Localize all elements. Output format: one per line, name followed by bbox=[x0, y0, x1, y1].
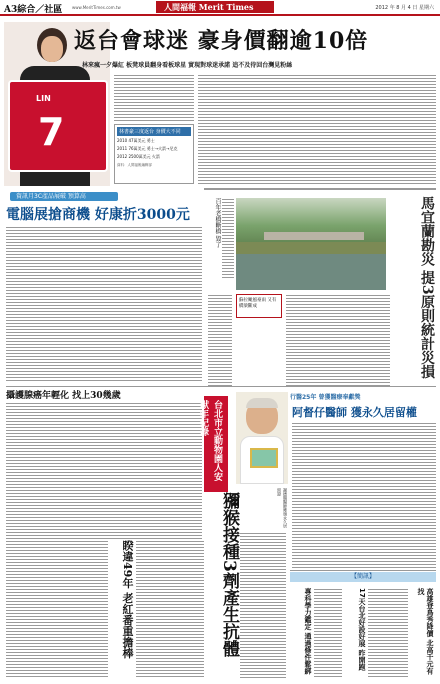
brief-headline-1: 專科學力鑑定 通過條件鬆綁 bbox=[304, 588, 312, 675]
cancer-headline: 攝護腺癌年輕化 找上30幾歲 bbox=[6, 391, 121, 401]
column-divider bbox=[290, 570, 436, 571]
section-label: A3綜合／社區 bbox=[4, 5, 63, 15]
brief-body-1 bbox=[314, 588, 342, 678]
sports-headline: 睽違49年 老紅番重擔棒 bbox=[121, 540, 134, 659]
bridge-icon bbox=[264, 232, 364, 240]
certificate-icon bbox=[250, 448, 278, 468]
brief-headline-2: 17天台北好設好展 昨開跑 bbox=[358, 588, 366, 671]
doctor-caption: 謝德順醫師獲頒永久居留證 bbox=[277, 488, 288, 528]
promo-headline: 電腦展搶商機 好康折3000元 bbox=[6, 207, 190, 223]
flood-caption: 蘇拉颱風豪雨 又有橋梁斷成 bbox=[236, 294, 282, 318]
flood-body-text-2 bbox=[286, 294, 390, 386]
lead-body-text-2 bbox=[198, 74, 436, 184]
jersey-name: LIN bbox=[36, 94, 51, 103]
doctor-body-text bbox=[292, 422, 436, 568]
flood-photo bbox=[236, 198, 386, 290]
flood-body-text bbox=[222, 198, 234, 278]
promo-tag: 資訊月3C產品展破 預算高 bbox=[10, 192, 118, 201]
monkey-redbox: 台北市立動物園人安獸年紀錄 bbox=[204, 396, 228, 492]
jersey-number: 7 bbox=[38, 110, 65, 154]
info-row: 2010 47萬美元 勇士 bbox=[117, 138, 155, 143]
brief-body-2 bbox=[368, 588, 408, 678]
monkey-headline: 獼猴接種3劑產生抗體 bbox=[219, 492, 239, 657]
info-row: 2012 2500萬美元 火箭 bbox=[117, 154, 160, 159]
column-divider bbox=[6, 538, 202, 539]
brief-headline-3: 高雄登鳥秀降價 北高千元有找 bbox=[417, 588, 434, 675]
issue-date: 2012 年 8 月 4 日 星期六 bbox=[375, 5, 434, 11]
monkey-body-text bbox=[136, 540, 204, 678]
monkey-body-text-2 bbox=[240, 532, 286, 678]
flood-right-headline: 馬宜蘭勘災 提3原則統計災損 bbox=[419, 196, 435, 379]
lead-subheadline: 林來瘋一夕爆紅 板凳球員翻身看板球星 實現對球迷承諾 追不及待回台灣見粉絲 bbox=[82, 62, 293, 69]
info-box-title: 林書豪三度返台 身價大不同 bbox=[117, 127, 191, 136]
lead-body-text bbox=[114, 74, 194, 122]
doctor-photo bbox=[236, 392, 288, 484]
newspaper-logo: 人間福報 Merit Times bbox=[156, 1, 274, 13]
info-source: 資料：人間福報編輯部 bbox=[117, 163, 152, 167]
page-header bbox=[0, 0, 440, 16]
salary-info-box bbox=[114, 124, 194, 184]
lead-headline: 返台會球迷 豪身價翻逾10倍 bbox=[74, 28, 369, 54]
info-row: 2011 76萬美元 勇士→火箭→尼克 bbox=[117, 146, 178, 151]
brief-tag: 【簡訊】 bbox=[290, 572, 436, 582]
site-url: www.MeritTimes.com.tw bbox=[72, 5, 121, 10]
flood-label: 百年老橋斷橋 毀了 bbox=[214, 198, 221, 248]
column-divider bbox=[6, 386, 436, 387]
sports-body-text bbox=[6, 540, 108, 678]
flood-body-text-3 bbox=[208, 294, 232, 386]
doctor-headline: 阿督仔醫師 獲永久居留權 bbox=[292, 406, 417, 419]
doctor-tag: 行醫25年 曾獲醫療奉獻獎 bbox=[290, 394, 361, 401]
cancer-body-text bbox=[6, 402, 202, 536]
promo-body-text bbox=[6, 226, 202, 382]
column-divider bbox=[204, 188, 436, 190]
